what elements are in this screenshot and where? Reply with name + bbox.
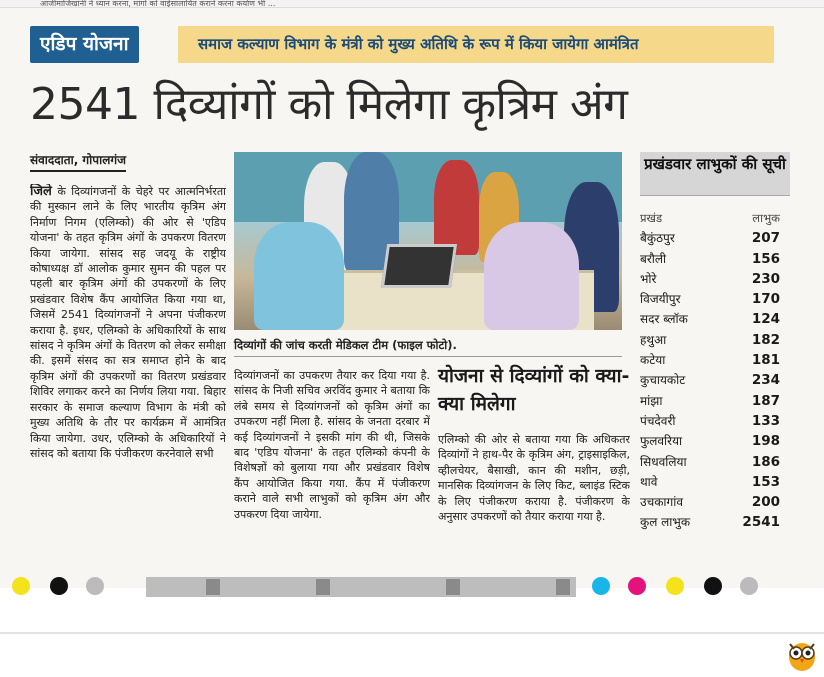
row-count: 200	[751, 494, 780, 511]
registration-dot	[666, 577, 684, 595]
divider	[0, 632, 824, 634]
beneficiary-table	[640, 208, 790, 533]
row-block: कुल लाभुक	[640, 515, 691, 530]
subheadline: समाज कल्याण विभाग के मंत्री को मुख्य अतिथि के रूप में किया जायेगा आमंत्रित	[178, 26, 774, 63]
row-block: सदर ब्लॉक	[640, 312, 688, 327]
row-block: फुलवरिया	[640, 434, 683, 449]
table-row	[640, 492, 790, 512]
row-count: 153	[751, 473, 780, 490]
registration-tick	[316, 579, 330, 595]
table-row	[640, 249, 790, 269]
row-count: 156	[751, 250, 780, 267]
row-block: कुचायकोट	[640, 373, 686, 388]
row-block: उचकागांव	[640, 495, 684, 510]
row-count: 187	[751, 392, 780, 409]
table-row	[640, 269, 790, 289]
row-count: 230	[751, 270, 780, 287]
registration-dot	[628, 577, 646, 595]
registration-tick	[446, 579, 460, 595]
photo-doctor	[254, 222, 344, 330]
registration-dot	[592, 577, 610, 595]
strip-text: आजीमाजिखांनी ने ध्यान करना, मांगों को वाईसालायित कराने करना कर्याण भी ...	[40, 0, 276, 8]
row-count: 186	[751, 453, 780, 470]
registration-tick	[206, 579, 220, 595]
beneficiary-list-box	[640, 152, 790, 548]
registration-bar	[146, 577, 576, 597]
row-count: 207	[751, 230, 780, 247]
row-block: पंचदेवरी	[640, 413, 676, 428]
row-count: 133	[751, 412, 780, 429]
beneficiary-list-title: प्रखंडवार लाभुकों की सूची	[640, 152, 790, 196]
table-row	[640, 330, 790, 350]
row-block: मांझा	[640, 393, 663, 408]
byline: संवाददाता, गोपालगंज	[30, 151, 126, 172]
table-row	[640, 472, 790, 492]
table-row	[640, 309, 790, 329]
table-row	[640, 452, 790, 472]
row-block: बरौली	[640, 251, 667, 266]
photo-person	[434, 160, 479, 255]
registration-dot	[704, 577, 722, 595]
row-block: भोरे	[640, 271, 657, 286]
row-count: 170	[751, 291, 780, 308]
row-block: बैकुंठपुर	[640, 231, 675, 246]
row-count: 234	[751, 372, 780, 389]
photo-laptop	[381, 244, 457, 288]
owl-icon[interactable]	[786, 638, 818, 672]
row-block: हथुआ	[640, 332, 667, 347]
kicker-label: एडिप योजना	[30, 26, 139, 63]
registration-dot	[50, 577, 68, 595]
photo-caption: दिव्यांगों की जांच करती मेडिकल टीम (फाइल फोटो).	[234, 338, 622, 357]
article-column-3: एलिम्को की ओर से बताया गया कि अधिकतर दिव्यांगों ने हाथ-पैर के कृत्रिम अंग, ट्राइसाइकिल, व्हीलचेयर, बैसाखी, कान की मशीन, छड़ी, मानसिक दिव्यांगजन के लिए किट, ब्लाइंड स्टिक के लिए पंजीकरण कराया है. पंजीकरण के अनुसार उपकरणों को तैयार कराया गया है.	[438, 433, 630, 524]
article-column-1	[30, 184, 226, 574]
photo-officer	[484, 222, 579, 330]
table-row	[640, 431, 790, 451]
registration-dot	[12, 577, 30, 595]
row-count: 2541	[742, 514, 780, 531]
row-count: 181	[751, 352, 780, 369]
news-photo	[234, 152, 622, 330]
row-count: 182	[751, 331, 780, 348]
column-1-text: के दिव्यांगजनों के चेहरे पर आत्मनिर्भरता की मुस्कान लाने के लिए भारतीय कृत्रिम अंग निर्माण निगम (एलिम्को) की ओर से 'एडिप योजना' के तहत कृत्रिम अंगों के उपकरण वितरण किया जायेगा. सांसद सह जदयू के राष्ट्रीय कोषाध्यक्ष डॉ आलोक कुमार सुमन की पहल पर पहली बार कृत्रिम अंगों की उपकरणों के लिए प्रखंडवार विशेष कैंप आयोजित किया गया था, जिसमें 2541 दिव्यांगजनों ने अपना पंजीकरण कराया है. इधर, एलिम्को के अधिकारियों के साथ सांसद ने कृत्रिम अंगों के वितरण को लेकर समीक्षा की. इसमें संसद का सत्र समाप्त होने के बाद कृत्रिम अंगों की उपकरणों का वितरण प्रखंडवार शिविर लगाकर करने का निर्णय लिया गया. बिहार सरकार के समाज कल्याण विभाग के मंत्री को मुख्य अतिथि के तौर पर कार्यक्रम में आमंत्रित किया जायेगा. उधर, एलिम्को के अधिकारियों ने सांसद को बताया कि पंजीकरण करनेवाले सभी	[30, 185, 226, 460]
registration-dot	[740, 577, 758, 595]
table-row	[640, 370, 790, 390]
table-row	[640, 391, 790, 411]
header-count: लाभुक	[752, 211, 780, 225]
box-title: योजना से दिव्यांगों को क्या-क्या मिलेगा	[438, 365, 630, 415]
row-count: 198	[751, 433, 780, 450]
table-row-total	[640, 512, 790, 532]
row-block: थावे	[640, 474, 658, 489]
row-block: सिधवलिया	[640, 454, 687, 469]
headline: 2541 दिव्यांगों को मिलेगा कृत्रिम अंग	[30, 79, 628, 130]
table-row	[640, 411, 790, 431]
previous-article-strip	[0, 0, 824, 8]
row-block: विजयीपुर	[640, 292, 681, 307]
header-block: प्रखंड	[640, 211, 663, 225]
row-count: 124	[751, 311, 780, 328]
article-column-2: दिव्यांगजनों का उपकरण तैयार कर दिया गया है. सांसद के निजी सचिव अरविंद कुमार ने बताया कि लंबे समय से दिव्यांगजनों को कृत्रिम अंगों का उपकरण नहीं मिला है. सांसद के जनता दरबार में कई दिव्यांगजनों ने इसकी मांग की थी, जिसके बाद 'एडिप योजना' के तहत एलिम्को कंपनी के विशेषज्ञों को बुलाया गया और प्रखंडवार विशेष कैंप आयोजित किया गया. कैंप में पंजीकरण कराने वाले सभी लाभुकों को कृत्रिम अंग और उपकरण दिया जायेगा.	[234, 369, 430, 521]
lead-word: जिले	[30, 184, 52, 199]
table-header	[640, 208, 790, 228]
table-row	[640, 228, 790, 248]
registration-tick	[556, 579, 570, 595]
table-row	[640, 350, 790, 370]
table-row	[640, 289, 790, 309]
row-block: कटेया	[640, 353, 666, 368]
photo-wall	[234, 152, 622, 222]
registration-dot	[86, 577, 104, 595]
